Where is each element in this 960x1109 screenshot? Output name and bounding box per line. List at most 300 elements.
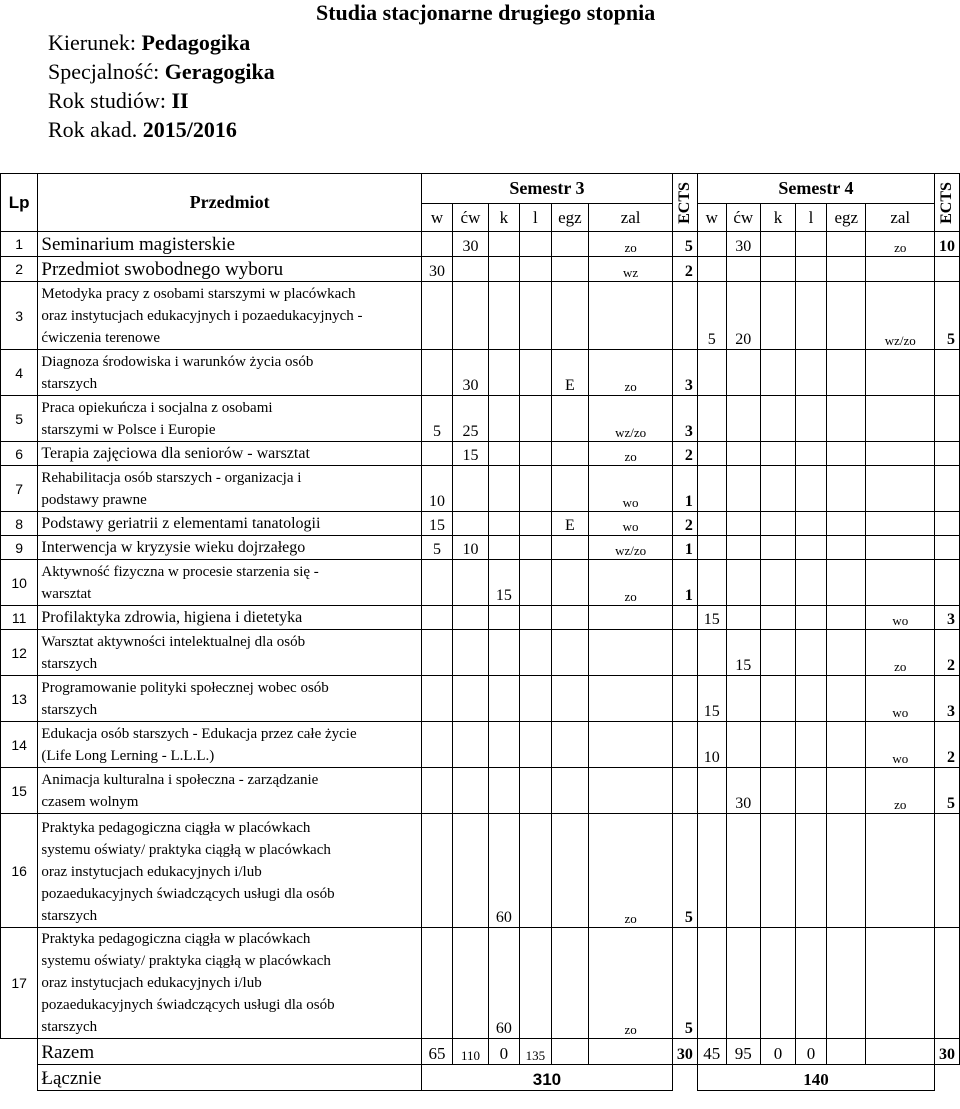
cell-s4-l [795, 536, 826, 560]
cell-s4-w [697, 512, 726, 536]
header-col-ćw-sem4: ćw [726, 204, 760, 232]
table-row [1, 512, 960, 536]
cell-s3-egz [551, 466, 588, 512]
subject-line: Praktyka pedagogiczna ciągła w placówkach [41, 931, 311, 947]
cell-s4-zal [866, 350, 935, 396]
cell-s3-l [520, 928, 552, 1039]
row-lp: 17 [1, 928, 38, 1039]
cell-s4-k [760, 722, 795, 768]
row-lp: 6 [1, 442, 38, 466]
table-row [1, 630, 960, 676]
cell-s3-l [520, 396, 552, 442]
cell-s3-ects: 3 [673, 350, 698, 396]
cell-s3-w [421, 928, 452, 1039]
cell-s4-ćw [726, 257, 760, 282]
cell-s4-zal: zo [866, 232, 935, 257]
cell-s3-zal: wo [589, 466, 673, 512]
cell-s3-ects [673, 676, 698, 722]
cell-s4-zal: wz/zo [866, 282, 935, 350]
table-row [1, 606, 960, 630]
cell-s3-zal [589, 630, 673, 676]
cell-s3-ćw [453, 512, 488, 536]
cell-s4-zal [866, 442, 935, 466]
table-row [1, 350, 960, 396]
cell-s3-w [421, 442, 452, 466]
cell-s3-l [520, 606, 552, 630]
cell-s4-ćw [726, 442, 760, 466]
cell-s4-ects [935, 814, 960, 928]
cell-s4-l [795, 768, 826, 814]
cell-s4-ects [935, 536, 960, 560]
cell-s3-k [488, 722, 519, 768]
cell-s4-zal [866, 928, 935, 1039]
cell-s3-ects: 5 [673, 814, 698, 928]
razem-s3-w: 65 [421, 1039, 452, 1065]
subject-line: Podstawy geriatrii z elementami tanatologii [41, 515, 321, 532]
row-subject [38, 676, 421, 722]
cell-s4-w: 10 [697, 722, 726, 768]
cell-s4-l [795, 466, 826, 512]
row-lp: 14 [1, 722, 38, 768]
cell-s3-zal: zo [589, 442, 673, 466]
cell-s3-k: 15 [488, 560, 519, 606]
cell-s3-ćw: 30 [453, 350, 488, 396]
lacznie-empty-1 [673, 1065, 698, 1091]
cell-s4-l [795, 257, 826, 282]
cell-s3-ects [673, 606, 698, 630]
cell-s4-ćw: 15 [726, 630, 760, 676]
cell-s3-ects [673, 768, 698, 814]
cell-s3-ćw: 15 [453, 442, 488, 466]
cell-s4-l [795, 606, 826, 630]
cell-s4-w [697, 536, 726, 560]
cell-s4-ćw [726, 676, 760, 722]
cell-s3-k [488, 630, 519, 676]
cell-s3-ects: 2 [673, 257, 698, 282]
cell-s3-egz: E [551, 512, 588, 536]
table-row [1, 396, 960, 442]
row-lp: 13 [1, 676, 38, 722]
cell-s4-zal: wo [866, 676, 935, 722]
cell-s4-egz [827, 466, 866, 512]
cell-s4-ects [935, 350, 960, 396]
cell-s3-l [520, 722, 552, 768]
cell-s3-egz [551, 257, 588, 282]
table-row [1, 676, 960, 722]
cell-s4-egz [827, 282, 866, 350]
cell-s4-w [697, 257, 726, 282]
cell-s3-ects: 1 [673, 560, 698, 606]
razem-s3-egz [551, 1039, 588, 1065]
cell-s4-l [795, 630, 826, 676]
subject-line: pozaedukacyjnych świadczących usługi dla osób [41, 886, 335, 902]
cell-s3-egz [551, 676, 588, 722]
subject-line: oraz instytucjach edukacyjnych i/lub [41, 975, 262, 991]
table-row [1, 560, 960, 606]
cell-s4-w [697, 232, 726, 257]
subject-line: warsztat [41, 586, 92, 602]
cell-s3-ćw [453, 928, 488, 1039]
subject-line: Przedmiot swobodnego wyboru [41, 259, 284, 280]
cell-s3-zal: wo [589, 512, 673, 536]
cell-s3-l [520, 442, 552, 466]
cell-s4-egz [827, 814, 866, 928]
cell-s3-ćw [453, 257, 488, 282]
cell-s4-zal: zo [866, 630, 935, 676]
subject-line: czasem wolnym [41, 794, 139, 810]
header-col-k-sem4: k [760, 204, 795, 232]
cell-s4-w [697, 768, 726, 814]
table-row [1, 722, 960, 768]
cell-s4-zal: wo [866, 606, 935, 630]
subject-line: (Life Long Lerning - L.L.L.) [41, 748, 215, 764]
subject-line: Praktyka pedagogiczna ciągła w placówkach [41, 820, 311, 836]
cell-s4-ects [935, 442, 960, 466]
razem-s3-l: 135 [520, 1039, 552, 1065]
cell-s4-zal [866, 560, 935, 606]
row-lp: 15 [1, 768, 38, 814]
subject-line: Diagnoza środowiska i warunków życia osób [41, 354, 314, 370]
header-ects-sem4: ECTS [935, 174, 960, 232]
table-row [1, 928, 960, 1039]
row-subject [38, 606, 421, 630]
cell-s4-ćw [726, 396, 760, 442]
header-semester-4: Semestr 4 [697, 174, 934, 204]
header-col-zal-sem3: zal [589, 204, 673, 232]
cell-s3-ćw [453, 676, 488, 722]
subject-line: Animacja kulturalna i społeczna - zarządzanie [41, 772, 319, 788]
cell-s4-egz [827, 768, 866, 814]
cell-s4-k [760, 606, 795, 630]
subject-line: Rehabilitacja osób starszych - organizacja i [41, 470, 302, 486]
subject-line: Profilaktyka zdrowia, higiena i dietetyka [41, 609, 303, 626]
razem-label: Razem [38, 1039, 421, 1065]
row-lp: 2 [1, 257, 38, 282]
cell-s4-zal [866, 512, 935, 536]
cell-s4-egz [827, 442, 866, 466]
cell-s3-zal [589, 676, 673, 722]
cell-s3-ects [673, 630, 698, 676]
cell-s3-k [488, 606, 519, 630]
row-subject [38, 396, 421, 442]
cell-s4-k [760, 442, 795, 466]
header-col-egz-sem3: egz [551, 204, 588, 232]
subject-line: ćwiczenia terenowe [41, 330, 161, 346]
row-subject [38, 232, 421, 257]
cell-s3-w [421, 282, 452, 350]
cell-s3-ćw: 10 [453, 536, 488, 560]
cell-s3-ćw: 30 [453, 232, 488, 257]
cell-s4-egz [827, 676, 866, 722]
cell-s3-ćw [453, 606, 488, 630]
cell-s3-zal [589, 282, 673, 350]
cell-s4-egz [827, 512, 866, 536]
study-plan-table [0, 173, 960, 1091]
row-subject [38, 282, 421, 350]
cell-s3-ects: 2 [673, 512, 698, 536]
subject-line: oraz instytucjach edukacyjnych i pozaedukacyjnych - [41, 308, 363, 324]
cell-s3-w: 15 [421, 512, 452, 536]
cell-s4-zal: wo [866, 722, 935, 768]
cell-s3-egz [551, 814, 588, 928]
razem-s3-ćw: 110 [453, 1039, 488, 1065]
cell-s4-k [760, 282, 795, 350]
cell-s4-w [697, 396, 726, 442]
cell-s4-zal [866, 257, 935, 282]
cell-s4-zal [866, 536, 935, 560]
header-subject: Przedmiot [38, 174, 421, 232]
subject-line: Warsztat aktywności intelektualnej dla osób [41, 634, 306, 650]
cell-s3-zal: zo [589, 814, 673, 928]
cell-s3-k [488, 282, 519, 350]
cell-s4-l [795, 512, 826, 536]
cell-s4-egz [827, 606, 866, 630]
cell-s4-k [760, 560, 795, 606]
cell-s4-ects: 2 [935, 722, 960, 768]
cell-s4-egz [827, 232, 866, 257]
info-rok-studiow: Rok studiów: II [48, 88, 189, 113]
cell-s4-l [795, 232, 826, 257]
cell-s4-ćw [726, 512, 760, 536]
cell-s4-k [760, 466, 795, 512]
lacznie-sem4: 140 [697, 1065, 934, 1091]
cell-s4-k [760, 814, 795, 928]
cell-s3-egz [551, 396, 588, 442]
cell-s4-egz [827, 536, 866, 560]
cell-s3-k [488, 442, 519, 466]
cell-s3-ects: 3 [673, 396, 698, 442]
row-subject [38, 928, 421, 1039]
cell-s4-ects [935, 257, 960, 282]
razem-s4-k: 0 [760, 1039, 795, 1065]
cell-s4-l [795, 396, 826, 442]
razem-s4-w: 45 [697, 1039, 726, 1065]
cell-s4-ćw: 30 [726, 768, 760, 814]
cell-s4-w: 15 [697, 676, 726, 722]
info-rok-akademicki: Rok akad. 2015/2016 [48, 117, 237, 142]
cell-s3-w [421, 814, 452, 928]
cell-s4-k [760, 768, 795, 814]
header-col-w-sem4: w [697, 204, 726, 232]
cell-s3-ćw [453, 814, 488, 928]
cell-s3-l [520, 676, 552, 722]
row-subject [38, 350, 421, 396]
cell-s4-ects: 10 [935, 232, 960, 257]
cell-s4-ćw: 30 [726, 232, 760, 257]
row-subject [38, 442, 421, 466]
cell-s3-ects [673, 722, 698, 768]
cell-s3-ćw [453, 466, 488, 512]
row-subject [38, 466, 421, 512]
subject-line: starszych [41, 702, 98, 718]
table-row [1, 768, 960, 814]
cell-s4-k [760, 512, 795, 536]
razem-s4-l: 0 [795, 1039, 826, 1065]
cell-s3-k [488, 536, 519, 560]
lacznie-row [1, 1065, 960, 1091]
page-title: Studia stacjonarne drugiego stopnia [316, 0, 656, 25]
razem-s3-zal [589, 1039, 673, 1065]
cell-s3-l [520, 350, 552, 396]
row-lp: 8 [1, 512, 38, 536]
row-lp: 1 [1, 232, 38, 257]
row-lp: 9 [1, 536, 38, 560]
cell-s3-zal: zo [589, 928, 673, 1039]
row-lp: 12 [1, 630, 38, 676]
cell-s3-egz [551, 536, 588, 560]
table-row [1, 466, 960, 512]
cell-s4-w [697, 350, 726, 396]
row-subject [38, 814, 421, 928]
row-subject [38, 536, 421, 560]
row-subject [38, 560, 421, 606]
header-col-zal-sem4: zal [866, 204, 935, 232]
subject-line: oraz instytucjach edukacyjnych i/lub [41, 864, 262, 880]
cell-s3-zal: wz [589, 257, 673, 282]
cell-s3-zal: zo [589, 350, 673, 396]
cell-s3-ćw: 25 [453, 396, 488, 442]
cell-s3-w: 5 [421, 536, 452, 560]
row-subject [38, 722, 421, 768]
cell-s4-k [760, 536, 795, 560]
header-col-l-sem4: l [795, 204, 826, 232]
row-lp: 3 [1, 282, 38, 350]
table-row [1, 282, 960, 350]
cell-s3-k [488, 768, 519, 814]
cell-s4-ects: 3 [935, 676, 960, 722]
cell-s3-ćw [453, 282, 488, 350]
cell-s3-k [488, 512, 519, 536]
cell-s4-egz [827, 396, 866, 442]
cell-s3-ects: 5 [673, 232, 698, 257]
row-subject [38, 630, 421, 676]
subject-line: podstawy prawne [41, 492, 147, 508]
row-subject [38, 257, 421, 282]
cell-s3-l [520, 536, 552, 560]
subject-line: starszymi w Polsce i Europie [41, 422, 216, 438]
subject-line: Terapia zajęciowa dla seniorów - warsztat [41, 445, 310, 462]
subject-line: systemu oświaty/ praktyka ciągłą w placówkach [41, 842, 331, 858]
row-lp: 16 [1, 814, 38, 928]
cell-s4-l [795, 442, 826, 466]
cell-s3-zal [589, 768, 673, 814]
cell-s4-w: 5 [697, 282, 726, 350]
cell-s3-w [421, 768, 452, 814]
cell-s3-ćw [453, 560, 488, 606]
cell-s4-ćw [726, 536, 760, 560]
cell-s4-ects [935, 466, 960, 512]
cell-s4-w: 15 [697, 606, 726, 630]
cell-s4-ects [935, 512, 960, 536]
cell-s4-l [795, 928, 826, 1039]
cell-s3-l [520, 466, 552, 512]
cell-s4-l [795, 676, 826, 722]
row-lp-empty [1, 1039, 38, 1065]
table-row [1, 257, 960, 282]
info-specjalnosc: Specjalność: Geragogika [48, 59, 275, 84]
row-lp: 5 [1, 396, 38, 442]
cell-s3-egz [551, 606, 588, 630]
cell-s3-ects [673, 282, 698, 350]
subject-line: Aktywność fizyczna w procesie starzenia się - [41, 564, 319, 580]
razem-s3-k: 0 [488, 1039, 519, 1065]
cell-s4-ects [935, 560, 960, 606]
cell-s4-w [697, 442, 726, 466]
cell-s3-k: 60 [488, 928, 519, 1039]
subject-line: starszych [41, 656, 98, 672]
cell-s3-k [488, 350, 519, 396]
cell-s4-w [697, 814, 726, 928]
cell-s3-egz [551, 232, 588, 257]
cell-s4-zal: zo [866, 768, 935, 814]
lacznie-empty-2 [935, 1065, 960, 1091]
cell-s4-ects: 5 [935, 768, 960, 814]
header-col-l-sem3: l [520, 204, 552, 232]
cell-s4-ćw: 20 [726, 282, 760, 350]
cell-s3-w: 30 [421, 257, 452, 282]
cell-s4-ćw [726, 606, 760, 630]
lacznie-sem3: 310 [421, 1065, 672, 1091]
cell-s4-egz [827, 722, 866, 768]
cell-s3-l [520, 232, 552, 257]
cell-s4-egz [827, 350, 866, 396]
cell-s4-k [760, 396, 795, 442]
cell-s3-w [421, 560, 452, 606]
cell-s3-egz [551, 560, 588, 606]
cell-s3-l [520, 630, 552, 676]
subject-line: pozaedukacyjnych świadczących usługi dla osób [41, 997, 335, 1013]
cell-s3-k: 60 [488, 814, 519, 928]
cell-s3-w [421, 722, 452, 768]
cell-s4-zal [866, 814, 935, 928]
cell-s4-w [697, 466, 726, 512]
header-lp: Lp [1, 174, 38, 232]
cell-s4-k [760, 257, 795, 282]
cell-s3-zal: wz/zo [589, 396, 673, 442]
razem-row [1, 1039, 960, 1065]
info-kierunek: Kierunek: Pedagogika [48, 30, 251, 55]
cell-s4-zal [866, 396, 935, 442]
header-col-egz-sem4: egz [827, 204, 866, 232]
cell-s3-ects: 1 [673, 536, 698, 560]
row-lp-empty [1, 1065, 38, 1091]
razem-s3-ects: 30 [673, 1039, 698, 1065]
razem-s4-zal [866, 1039, 935, 1065]
table-row [1, 442, 960, 466]
cell-s4-l [795, 814, 826, 928]
cell-s4-ćw [726, 466, 760, 512]
row-lp: 7 [1, 466, 38, 512]
header-semester-3: Semestr 3 [421, 174, 672, 204]
cell-s4-k [760, 232, 795, 257]
table-row [1, 232, 960, 257]
header-col-ćw-sem3: ćw [453, 204, 488, 232]
row-lp: 4 [1, 350, 38, 396]
cell-s4-k [760, 630, 795, 676]
cell-s3-ćw [453, 768, 488, 814]
cell-s3-k [488, 676, 519, 722]
cell-s3-l [520, 560, 552, 606]
subject-line: starszych [41, 908, 98, 924]
cell-s4-k [760, 350, 795, 396]
cell-s3-egz [551, 928, 588, 1039]
cell-s4-zal [866, 466, 935, 512]
subject-line: starszych [41, 1019, 98, 1035]
cell-s3-egz [551, 442, 588, 466]
header-col-w-sem3: w [421, 204, 452, 232]
cell-s3-ćw [453, 630, 488, 676]
cell-s4-ects [935, 928, 960, 1039]
